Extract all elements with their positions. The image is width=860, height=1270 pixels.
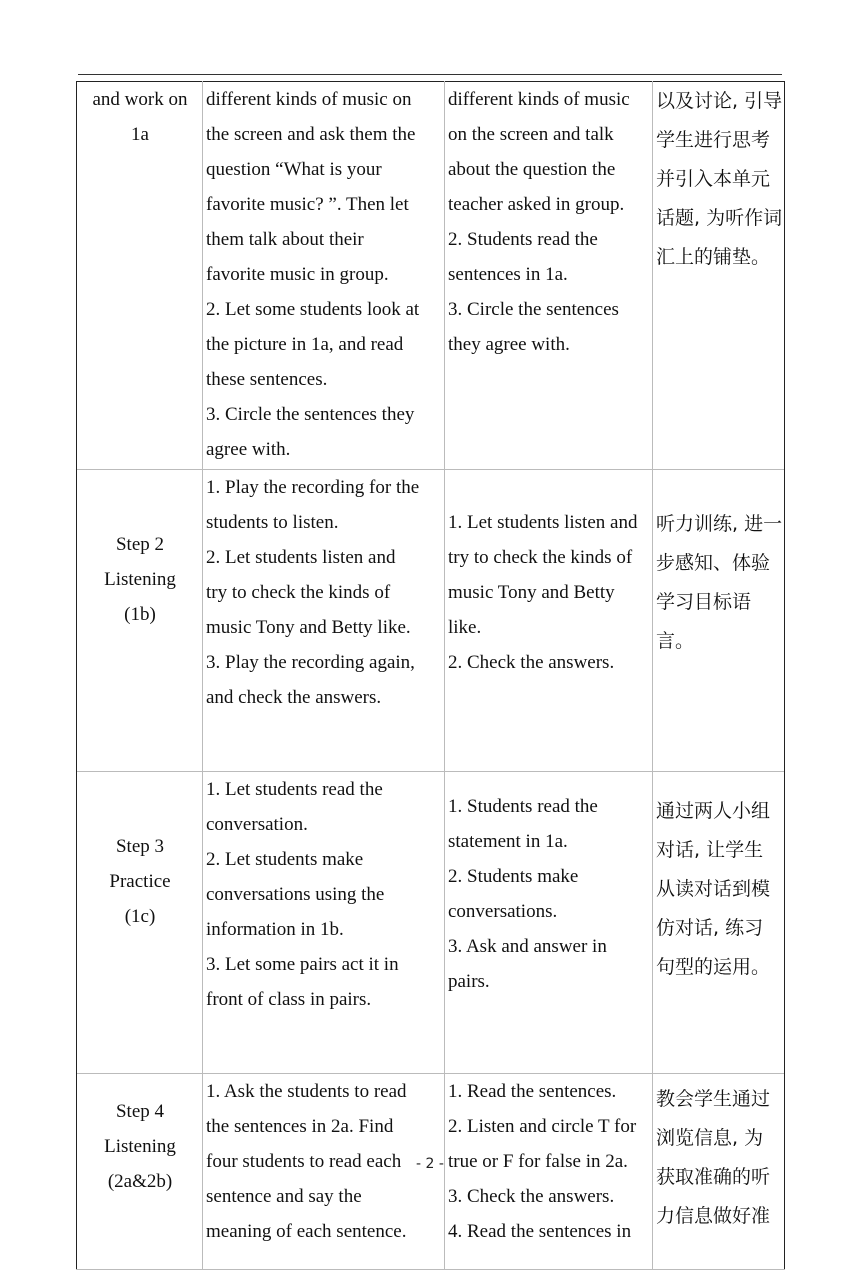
teacher-activity-cell: 1. Ask the students to read the sentences in 2a. Find four students to read each sentence and say the meaning of each sentence.: [203, 1074, 445, 1270]
teacher-activity-cell: different kinds of music on the screen and ask them the question “What is your favorite music? ”. Then let them talk about their favorite music in group. 2. Let some students look at the picture in 1a, and read these sentences. 3. Circle the sentences they agree with.: [203, 82, 445, 470]
step-cell: and work on 1a: [77, 82, 203, 470]
header-rule: [78, 74, 782, 75]
step-cell: Step 4 Listening (2a&2b): [77, 1074, 203, 1270]
table-row: [77, 82, 785, 470]
page-number: - 2 -: [416, 1156, 444, 1172]
student-activity-cell: different kinds of music on the screen and talk about the question the teacher asked in group. 2. Students read the sentences in 1a. 3. Circle the sentences they agree with.: [445, 82, 653, 470]
lesson-plan-table: [76, 81, 785, 1270]
table-row: [77, 470, 785, 772]
table-row: [77, 772, 785, 1074]
step-cell: Step 3 Practice (1c): [77, 772, 203, 1074]
student-activity-cell: 1. Let students listen and try to check the kinds of music Tony and Betty like. 2. Check the answers.: [445, 470, 653, 772]
student-activity-cell: 1. Read the sentences. 2. Listen and circle T for true or F for false in 2a. 3. Check the answers. 4. Read the sentences in: [445, 1074, 653, 1270]
purpose-cell: 听力训练, 进一 步感知、体验 学习目标语 言。: [653, 470, 785, 772]
teacher-activity-cell: 1. Play the recording for the students to listen. 2. Let students listen and try to check the kinds of music Tony and Betty like. 3. Play the recording again, and check the answers.: [203, 470, 445, 772]
teacher-activity-cell: 1. Let students read the conversation. 2. Let students make conversations using the information in 1b. 3. Let some pairs act it in front of class in pairs.: [203, 772, 445, 1074]
purpose-cell: 以及讨论, 引导 学生进行思考 并引入本单元 话题, 为听作词 汇上的铺垫。: [653, 82, 785, 470]
step-cell: Step 2 Listening (1b): [77, 470, 203, 772]
purpose-cell: 通过两人小组 对话, 让学生 从读对话到模 仿对话, 练习 句型的运用。: [653, 772, 785, 1074]
student-activity-cell: 1. Students read the statement in 1a. 2. Students make conversations. 3. Ask and answer in pairs.: [445, 772, 653, 1074]
purpose-cell: 教会学生通过 浏览信息, 为 获取准确的听 力信息做好准: [653, 1074, 785, 1270]
